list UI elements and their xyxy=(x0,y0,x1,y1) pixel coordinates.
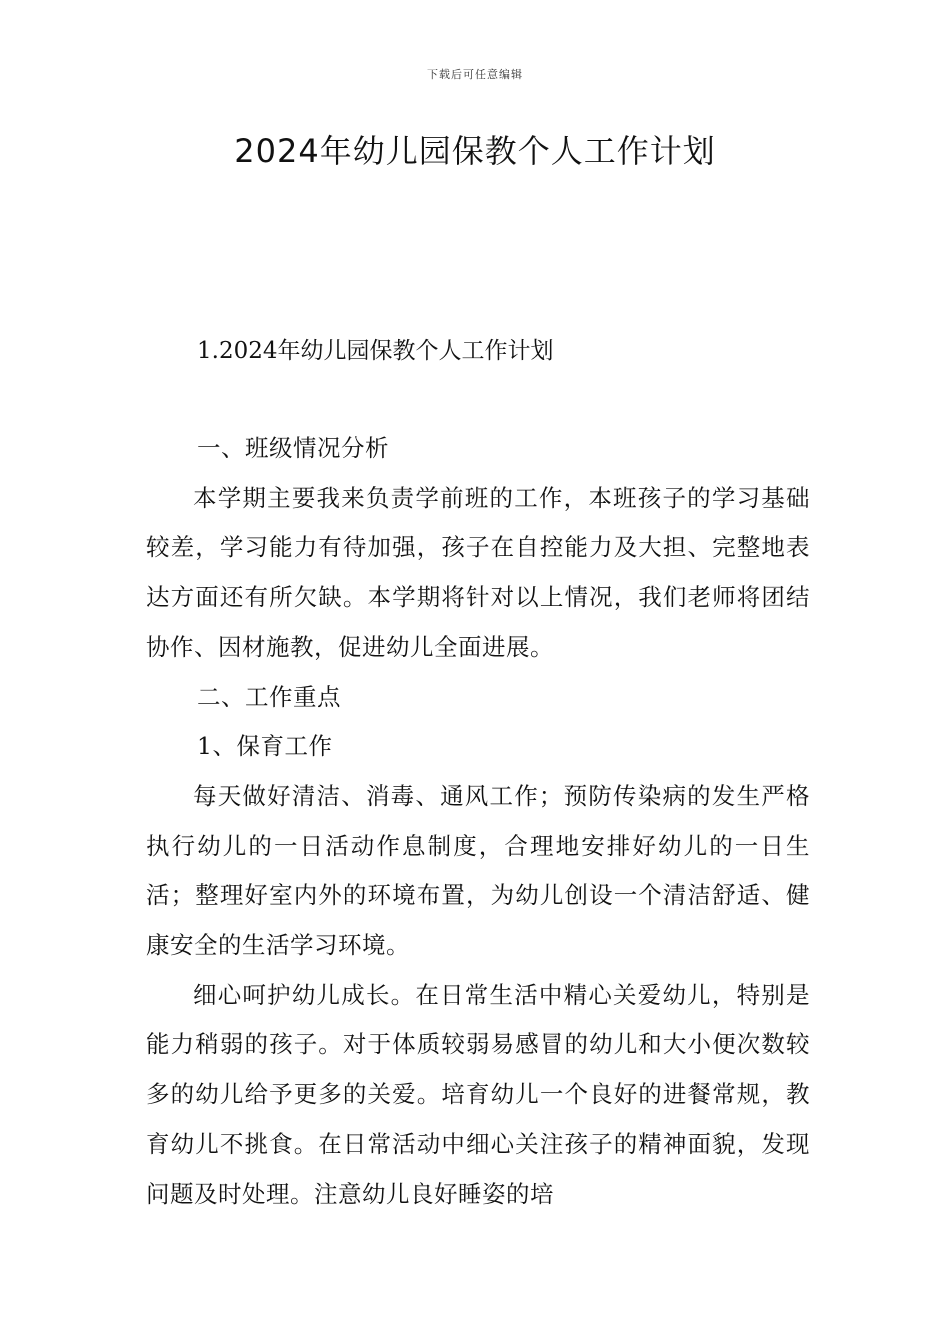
subsection-heading-care-work: 1、保育工作 xyxy=(197,732,333,761)
paragraph-class-analysis: 本学期主要我来负责学前班的工作，本班孩子的学习基础较差，学习能力有待加强，孩子在自控能力及大担、完整地表达方面还有所欠缺。本学期将针对以上情况，我们老师将团结协作、因材施教，促进幼儿全面进展。 xyxy=(146,483,810,661)
document-subtitle: 1.2024年幼儿园保教个人工作计划 xyxy=(197,338,554,364)
document-body xyxy=(146,424,810,1219)
paragraph-child-care: 细心呵护幼儿成长。在日常生活中精心关爱幼儿，特别是能力稍弱的孩子。对于体质较弱易感冒的幼儿和大小便次数较多的幼儿给予更多的关爱。培育幼儿一个良好的进餐常规，教育幼儿不挑食。在日常活动中细心关注孩子的精神面貌，发现问题及时处理。注意幼儿良好睡姿的培 xyxy=(146,980,810,1208)
paragraph-daily-care: 每天做好清洁、消毒、通风工作；预防传染病的发生严格执行幼儿的一日活动作息制度，合理地安排好幼儿的一日生活；整理好室内外的环境布置，为幼儿创设一个清洁舒适、健康安全的生活学习环境。 xyxy=(146,781,810,960)
header-note: 下载后可任意编辑 xyxy=(427,68,523,81)
section-heading-class-analysis: 一、班级情况分析 xyxy=(197,434,389,462)
document-title: 2024年幼儿园保教个人工作计划 xyxy=(234,132,716,170)
section-heading-work-focus: 二、工作重点 xyxy=(197,682,341,711)
